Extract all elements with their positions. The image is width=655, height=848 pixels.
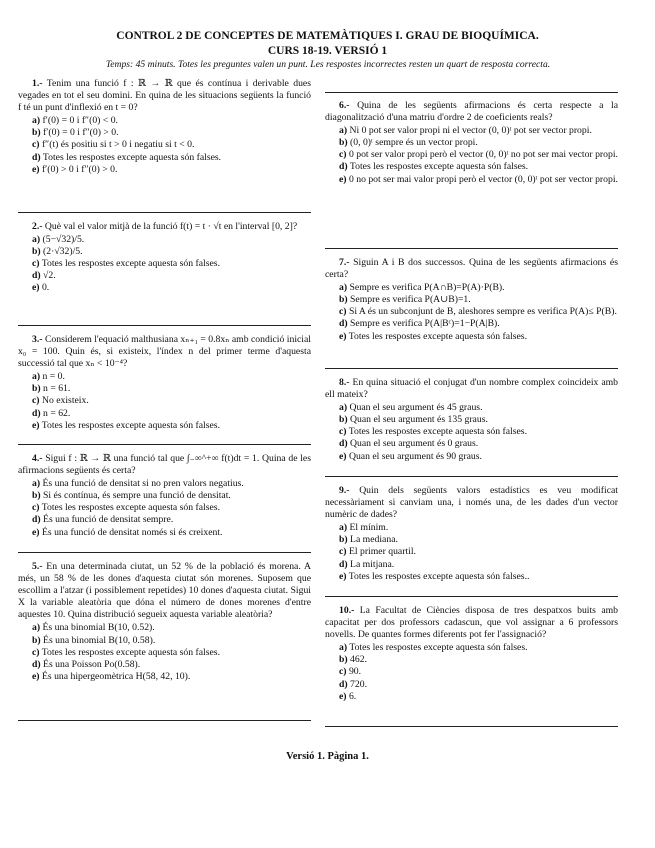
question-stem: Considerem l'equació malthusiana xₙ₊₁ = 0.8xₙ amb condició inicial x₀ = 100. Quin és, si existeix, l'índex n del primer terme d'aquesta successió tal que xₙ < 10⁻⁴? xyxy=(18,334,311,370)
question-stem: Quina de les següents afirmacions és certa respecte a la diagonalització d'una matriu d'ordre 2 de coeficients reals? xyxy=(325,100,619,124)
option-c: c) Totes les respostes excepte aquesta són falses. xyxy=(32,646,220,658)
question-stem: Sigui f : ℝ → ℝ una funció tal que ∫₋∞^+∞ f(t)dt = 1. Quina de les afirmacions següents és certa? xyxy=(18,453,312,477)
option-a: a) f′(0) = 0 i f″(0) < 0. xyxy=(32,115,118,127)
option-d: d) Totes les respostes excepte aquesta són falses. xyxy=(32,151,222,163)
option-a: a) n = 0. xyxy=(32,371,65,383)
option-d: d) Sempre es verifica P(A|Bᶜ)=1−P(A|B). xyxy=(339,318,500,330)
option-e: e) f′(0) > 0 i f″(0) > 0. xyxy=(32,163,118,175)
option-d: d) És una funció de densitat sempre. xyxy=(32,514,174,526)
question-number: 2.- xyxy=(32,221,43,232)
option-d: d) 720. xyxy=(339,678,367,690)
option-c: c) Totes les respostes excepte aquesta són falses. xyxy=(339,426,527,438)
question-1 xyxy=(18,78,311,213)
option-c: c) f″(t) és positiu si t > 0 i negatiu si t < 0. xyxy=(32,139,195,151)
option-b: b) (0, 0)ᵗ sempre és un vector propi. xyxy=(339,137,478,149)
question-number: 4.- xyxy=(32,453,43,464)
question-10 xyxy=(325,605,618,727)
option-d: d) Quan el seu argument és 0 graus. xyxy=(339,438,479,450)
option-d: d) Totes les respostes excepte aquesta són falses. xyxy=(339,161,529,173)
option-b: b) f′(0) = 0 i f″(0) > 0. xyxy=(32,127,119,139)
question-number: 7.- xyxy=(339,257,350,268)
question-number: 1.- xyxy=(32,78,43,89)
right-column xyxy=(325,78,618,735)
option-c: c) 0 pot ser valor propi però el vector (0, 0)ᵗ no pot ser mai vector propi. xyxy=(339,149,618,161)
option-e: e) És una funció de densitat només si és creixent. xyxy=(32,526,223,538)
question-number: 6.- xyxy=(339,100,350,111)
question-7 xyxy=(325,257,618,369)
option-b: b) És una binomial B(10, 0.58). xyxy=(32,634,156,646)
option-d: d) √2. xyxy=(32,270,56,282)
option-e: e) Quan el seu argument és 90 graus. xyxy=(339,450,482,462)
question-stem: Siguin A i B dos successos. Quina de les següents afirmacions és certa? xyxy=(325,257,618,281)
exam-title: CONTROL 2 DE CONCEPTES DE MATEMÀTIQUES I. GRAU DE BIOQUÍMICA. xyxy=(116,30,539,42)
option-c: c) 90. xyxy=(339,666,362,678)
question-stem: Quin dels següents valors estadístics es veu modificat necessàriament si canviam una, i només una, de les dades d'un vector numèric de dades? xyxy=(325,485,618,521)
question-2 xyxy=(18,221,311,326)
question-stem: Tenim una funció f : ℝ → ℝ que és contínua i derivable dues vegades en tot el seu domini. En quina de les situacions següents la funció f té un punt d'inflexió en t = 0? xyxy=(18,78,311,114)
option-b: b) Quan el seu argument és 135 graus. xyxy=(339,414,488,426)
question-number: 8.- xyxy=(339,377,350,388)
question-5 xyxy=(18,561,311,721)
option-b: b) Sempre es verifica P(A∪B)=1. xyxy=(339,294,471,306)
option-e: e) Totes les respostes excepte aquesta són falses. xyxy=(339,330,527,342)
option-e: e) 0. xyxy=(32,282,50,294)
option-b: b) La mediana. xyxy=(339,534,398,546)
question-number: 5.- xyxy=(32,561,43,572)
option-c: c) Si A és un subconjunt de B, aleshores sempre es verifica P(A)≤ P(B). xyxy=(339,306,617,318)
option-e: e) Totes les respostes excepte aquesta són falses. xyxy=(32,419,220,431)
option-c: c) No existeix. xyxy=(32,395,89,407)
question-number: 10.- xyxy=(339,605,355,616)
exam-instructions: Temps: 45 minuts. Totes les preguntes valen un punt. Les respostes incorrectes resten un quart de resposta correcta. xyxy=(105,59,551,70)
option-b: b) n = 61. xyxy=(32,383,71,395)
question-stem: La Facultat de Ciències disposa de tres despatxos buits amb capacitat per dos professors cadascun, que vol assignar a 6 professors novells. De quantes formes diferents pot fer l'assignació? xyxy=(325,605,619,641)
question-stem: Què val el valor mitjà de la funció f(t) = t · √t en l'interval [0, 2]? xyxy=(44,221,298,232)
option-b: b) Si és contínua, és sempre una funció de densitat. xyxy=(32,490,231,502)
left-column xyxy=(18,78,311,729)
exam-course-version: CURS 18-19. VERSIÓ 1 xyxy=(267,45,388,57)
option-c: c) El primer quartil. xyxy=(339,546,416,558)
option-e: e) Totes les respostes excepte aquesta són falses.. xyxy=(339,570,530,582)
question-6 xyxy=(325,92,618,249)
option-e: e) 6. xyxy=(339,690,357,702)
option-c: c) Totes les respostes excepte aquesta són falses. xyxy=(32,502,220,514)
question-number: 9.- xyxy=(339,485,350,496)
option-a: a) És una funció de densitat si no pren valors negatius. xyxy=(32,478,244,490)
question-number: 3.- xyxy=(32,334,43,345)
question-3 xyxy=(18,334,311,445)
option-a: a) Ni 0 pot ser valor propi ni el vector (0, 0)ᵗ pot ser vector propi. xyxy=(339,125,592,137)
question-stem: En una determinada ciutat, un 52 % de la població és morena. A més, un 58 % de les dones d'aquesta ciutat són morenes. Suposem que escollim a l'atzar (i possiblement repetides) 10 dones d'aquesta ciutat. Sigui X la variable aleatòria que dóna el número de dones morenes d'entre aquestes 10. Quina distribució segueix aquesta variable aleatòria? xyxy=(18,561,311,621)
page-footer: Versió 1. Pàgina 1. xyxy=(286,751,369,762)
option-a: a) Totes les respostes excepte aquesta són falses. xyxy=(339,642,528,654)
option-a: a) El mínim. xyxy=(339,522,389,534)
question-8 xyxy=(325,377,618,477)
option-a: a) Quan el seu argument és 45 graus. xyxy=(339,402,483,414)
option-e: e) És una hipergeomètrica H(58, 42, 10). xyxy=(32,670,191,682)
option-a: a) (5−√32)/5. xyxy=(32,234,85,246)
option-b: b) 462. xyxy=(339,654,367,666)
option-d: d) n = 62. xyxy=(32,407,71,419)
question-stem: En quina situació el conjugat d'un nombre complex coincideix amb ell mateix? xyxy=(325,377,618,401)
option-a: a) És una binomial B(10, 0.52). xyxy=(32,622,155,634)
option-c: c) Totes les respostes excepte aquesta són falses. xyxy=(32,258,220,270)
question-4 xyxy=(18,453,311,553)
option-b: b) (2·√32)/5. xyxy=(32,246,83,258)
option-e: e) 0 no pot ser mai valor propi però el vector (0, 0)ᵗ pot ser vector propi. xyxy=(339,173,618,185)
option-d: d) És una Poisson Po(0.58). xyxy=(32,658,141,670)
question-9 xyxy=(325,485,618,597)
option-a: a) Sempre es verifica P(A∩B)=P(A)·P(B). xyxy=(339,282,505,294)
option-d: d) La mitjana. xyxy=(339,558,395,570)
